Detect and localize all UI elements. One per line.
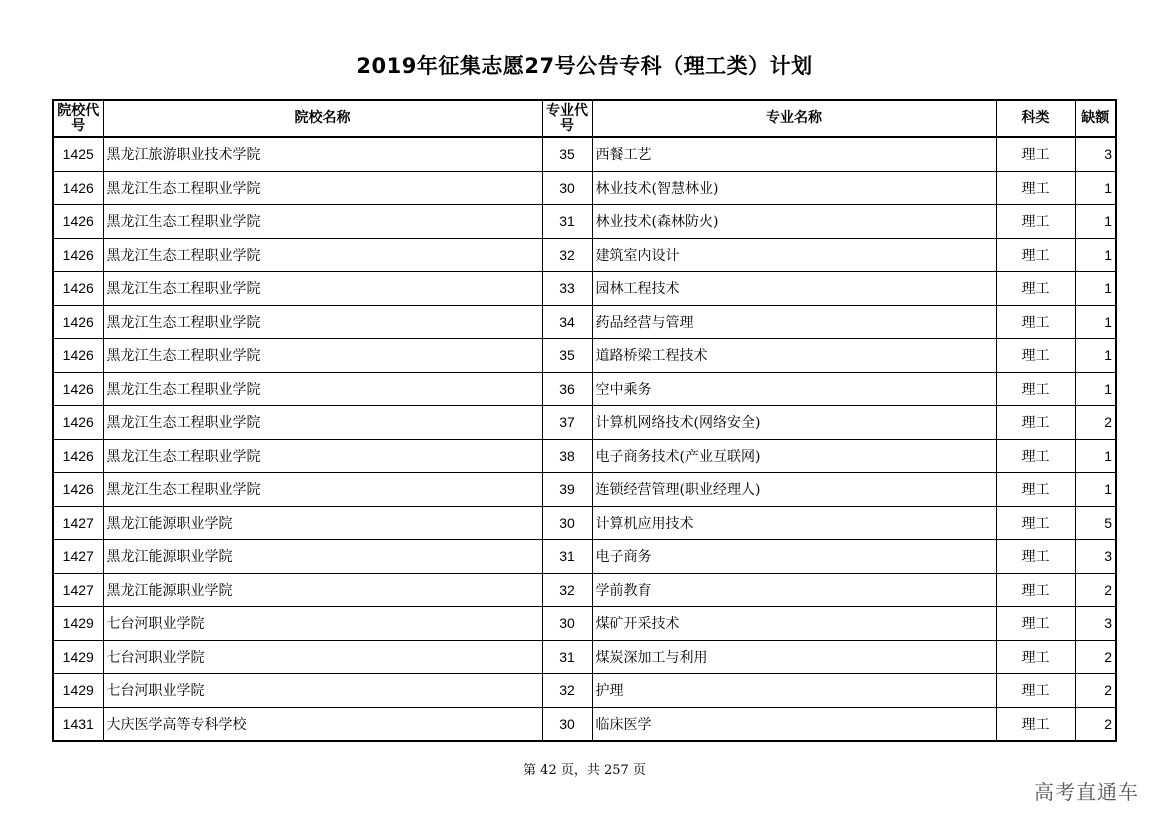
cell-major-code: 38 (542, 439, 592, 473)
cell-school-name: 黑龙江生态工程职业学院 (103, 272, 542, 306)
plan-table (52, 99, 1117, 742)
cell-category: 理工 (996, 506, 1075, 540)
cell-school-name: 黑龙江生态工程职业学院 (103, 406, 542, 440)
table-row (53, 406, 1116, 440)
cell-major-code: 30 (542, 506, 592, 540)
cell-vacancy: 1 (1075, 272, 1116, 306)
cell-category: 理工 (996, 272, 1075, 306)
cell-major-code: 30 (542, 171, 592, 205)
cell-major-name: 林业技术(森林防火) (592, 205, 996, 239)
table-row (53, 305, 1116, 339)
cell-major-code: 32 (542, 674, 592, 708)
cell-school-code: 1426 (53, 205, 103, 239)
cell-category: 理工 (996, 171, 1075, 205)
table-row (53, 137, 1116, 171)
cell-category: 理工 (996, 137, 1075, 171)
cell-major-name: 空中乘务 (592, 372, 996, 406)
cell-school-name: 黑龙江生态工程职业学院 (103, 372, 542, 406)
cell-vacancy: 2 (1075, 707, 1116, 741)
cell-category: 理工 (996, 305, 1075, 339)
table-row (53, 473, 1116, 507)
cell-major-name: 道路桥梁工程技术 (592, 339, 996, 373)
table-row (53, 171, 1116, 205)
cell-major-name: 煤矿开采技术 (592, 607, 996, 641)
table-row (53, 640, 1116, 674)
cell-school-name: 七台河职业学院 (103, 607, 542, 641)
cell-category: 理工 (996, 707, 1075, 741)
header-vacancy: 缺额 (1075, 100, 1116, 137)
cell-school-code: 1427 (53, 573, 103, 607)
table-row (53, 205, 1116, 239)
cell-school-name: 黑龙江生态工程职业学院 (103, 171, 542, 205)
cell-major-name: 学前教育 (592, 573, 996, 607)
cell-category: 理工 (996, 205, 1075, 239)
cell-school-name: 黑龙江生态工程职业学院 (103, 205, 542, 239)
cell-major-code: 31 (542, 205, 592, 239)
cell-major-name: 连锁经营管理(职业经理人) (592, 473, 996, 507)
table-row (53, 707, 1116, 741)
cell-major-code: 33 (542, 272, 592, 306)
table-row (53, 506, 1116, 540)
cell-vacancy: 1 (1075, 305, 1116, 339)
table-row (53, 439, 1116, 473)
cell-school-name: 黑龙江生态工程职业学院 (103, 305, 542, 339)
cell-major-code: 39 (542, 473, 592, 507)
cell-vacancy: 1 (1075, 171, 1116, 205)
table-row (53, 540, 1116, 574)
cell-major-code: 32 (542, 573, 592, 607)
cell-school-code: 1426 (53, 171, 103, 205)
table-row (53, 339, 1116, 373)
cell-major-name: 建筑室内设计 (592, 238, 996, 272)
cell-category: 理工 (996, 439, 1075, 473)
cell-major-code: 30 (542, 607, 592, 641)
cell-category: 理工 (996, 640, 1075, 674)
cell-school-name: 黑龙江能源职业学院 (103, 506, 542, 540)
cell-vacancy: 2 (1075, 573, 1116, 607)
table-row (53, 238, 1116, 272)
table-row (53, 272, 1116, 306)
cell-vacancy: 3 (1075, 540, 1116, 574)
cell-major-code: 30 (542, 707, 592, 741)
header-major-name: 专业名称 (592, 100, 996, 137)
cell-school-code: 1426 (53, 372, 103, 406)
cell-category: 理工 (996, 674, 1075, 708)
cell-major-code: 31 (542, 640, 592, 674)
page-title: 2019年征集志愿27号公告专科（理工类）计划 (356, 54, 813, 78)
cell-vacancy: 1 (1075, 339, 1116, 373)
header-category: 科类 (996, 100, 1075, 137)
cell-school-code: 1426 (53, 439, 103, 473)
cell-vacancy: 5 (1075, 506, 1116, 540)
cell-vacancy: 3 (1075, 607, 1116, 641)
cell-major-name: 西餐工艺 (592, 137, 996, 171)
table-header-row (53, 100, 1116, 137)
cell-category: 理工 (996, 406, 1075, 440)
cell-category: 理工 (996, 339, 1075, 373)
cell-category: 理工 (996, 573, 1075, 607)
header-school-code: 院校代号 (53, 100, 103, 137)
cell-major-name: 计算机应用技术 (592, 506, 996, 540)
cell-category: 理工 (996, 540, 1075, 574)
cell-major-name: 药品经营与管理 (592, 305, 996, 339)
cell-school-name: 黑龙江旅游职业技术学院 (103, 137, 542, 171)
cell-major-name: 电子商务 (592, 540, 996, 574)
cell-major-name: 电子商务技术(产业互联网) (592, 439, 996, 473)
cell-category: 理工 (996, 238, 1075, 272)
cell-school-name: 黑龙江生态工程职业学院 (103, 339, 542, 373)
cell-vacancy: 1 (1075, 372, 1116, 406)
cell-school-name: 黑龙江生态工程职业学院 (103, 473, 542, 507)
cell-school-code: 1426 (53, 272, 103, 306)
cell-major-code: 37 (542, 406, 592, 440)
cell-major-code: 35 (542, 137, 592, 171)
cell-major-code: 34 (542, 305, 592, 339)
cell-major-name: 园林工程技术 (592, 272, 996, 306)
cell-school-code: 1426 (53, 473, 103, 507)
cell-major-code: 35 (542, 339, 592, 373)
cell-major-name: 护理 (592, 674, 996, 708)
cell-school-name: 黑龙江生态工程职业学院 (103, 439, 542, 473)
cell-school-name: 黑龙江能源职业学院 (103, 540, 542, 574)
cell-school-code: 1426 (53, 305, 103, 339)
page-footer: 第 42 页，共 257 页 (523, 763, 646, 778)
cell-vacancy: 2 (1075, 406, 1116, 440)
table-row (53, 607, 1116, 641)
cell-school-code: 1425 (53, 137, 103, 171)
cell-major-code: 36 (542, 372, 592, 406)
table-row (53, 674, 1116, 708)
cell-vacancy: 2 (1075, 674, 1116, 708)
header-school-name: 院校名称 (103, 100, 542, 137)
cell-vacancy: 2 (1075, 640, 1116, 674)
table-body (53, 137, 1116, 741)
header-major-code: 专业代号 (542, 100, 592, 137)
cell-school-name: 大庆医学高等专科学校 (103, 707, 542, 741)
cell-vacancy: 1 (1075, 205, 1116, 239)
table-row (53, 573, 1116, 607)
table-row (53, 372, 1116, 406)
cell-major-name: 临床医学 (592, 707, 996, 741)
cell-school-code: 1431 (53, 707, 103, 741)
cell-category: 理工 (996, 473, 1075, 507)
cell-school-name: 七台河职业学院 (103, 640, 542, 674)
cell-major-name: 煤炭深加工与利用 (592, 640, 996, 674)
cell-school-code: 1427 (53, 506, 103, 540)
cell-school-name: 黑龙江生态工程职业学院 (103, 238, 542, 272)
cell-school-code: 1429 (53, 674, 103, 708)
cell-school-name: 黑龙江能源职业学院 (103, 573, 542, 607)
cell-major-name: 林业技术(智慧林业) (592, 171, 996, 205)
cell-category: 理工 (996, 607, 1075, 641)
cell-school-code: 1427 (53, 540, 103, 574)
cell-school-code: 1426 (53, 238, 103, 272)
cell-school-code: 1426 (53, 406, 103, 440)
cell-vacancy: 1 (1075, 473, 1116, 507)
cell-school-name: 七台河职业学院 (103, 674, 542, 708)
cell-major-code: 32 (542, 238, 592, 272)
cell-school-code: 1429 (53, 640, 103, 674)
cell-vacancy: 3 (1075, 137, 1116, 171)
cell-major-name: 计算机网络技术(网络安全) (592, 406, 996, 440)
cell-school-code: 1426 (53, 339, 103, 373)
cell-school-code: 1429 (53, 607, 103, 641)
watermark: 高考直通车 (1034, 780, 1139, 804)
cell-category: 理工 (996, 372, 1075, 406)
cell-major-code: 31 (542, 540, 592, 574)
cell-vacancy: 1 (1075, 439, 1116, 473)
cell-vacancy: 1 (1075, 238, 1116, 272)
